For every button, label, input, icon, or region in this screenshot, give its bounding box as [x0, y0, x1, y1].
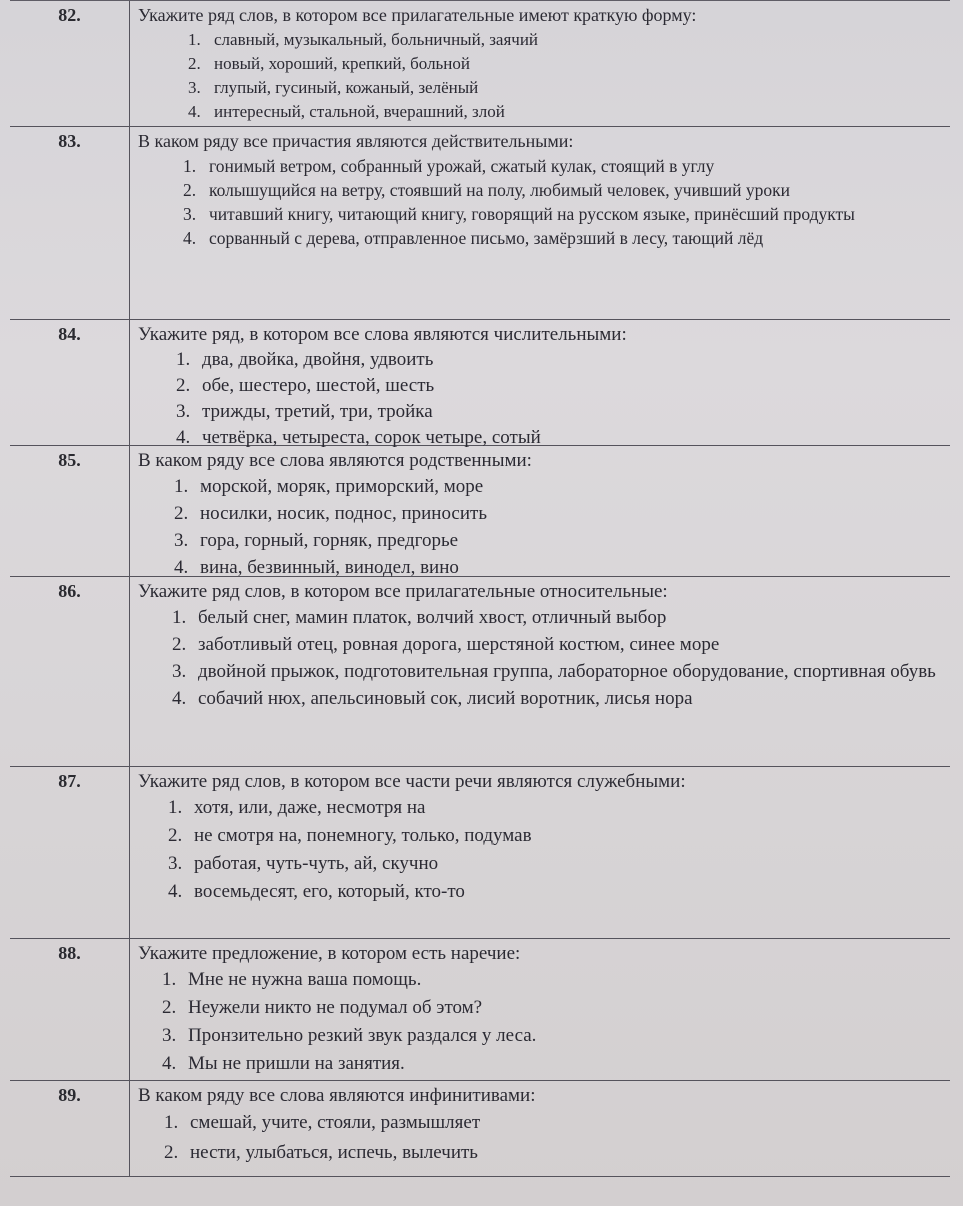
- option-item[interactable]: 1. морской, моряк, приморский, море: [174, 476, 484, 497]
- question-number: 86.: [10, 577, 130, 766]
- option-item[interactable]: 1. хотя, или, даже, несмотря на: [168, 797, 426, 818]
- option-item[interactable]: 4. четвёрка, четыреста, сорок четыре, сотый: [176, 427, 541, 448]
- option-item[interactable]: 2. колышущийся на ветру, стоявший на полу, любимый человек, учивший уроки: [183, 180, 790, 200]
- question-number: 88.: [10, 939, 130, 1080]
- option-item[interactable]: 3. работая, чуть-чуть, ай, скучно: [168, 853, 439, 874]
- question-number: 85.: [10, 446, 130, 576]
- options-list: [138, 1108, 950, 1168]
- option-item[interactable]: 2. новый, хороший, крепкий, больной: [188, 54, 470, 73]
- question-content: [138, 767, 950, 906]
- question-prompt: Укажите ряд, в котором все слова являются числительными:: [138, 324, 627, 345]
- question-prompt: Укажите ряд слов, в котором все прилагательные относительные:: [138, 581, 668, 602]
- question-row-88: [10, 939, 950, 1081]
- option-item[interactable]: 2. обе, шестеро, шестой, шесть: [176, 375, 435, 396]
- option-item[interactable]: 4. интересный, стальной, вчерашний, злой: [188, 102, 505, 121]
- options-list: [138, 154, 950, 250]
- option-item[interactable]: 1. гонимый ветром, собранный урожай, сжатый кулак, стоящий в углу: [183, 156, 715, 176]
- options-list: [138, 604, 950, 712]
- question-row-83: [10, 127, 950, 320]
- option-item[interactable]: 2. не смотря на, понемногу, только, подумав: [168, 825, 532, 846]
- question-row-89: [10, 1081, 950, 1177]
- option-item[interactable]: 3. двойной прыжок, подготовительная группа, лабораторное оборудование, спортивная обувь: [172, 661, 936, 682]
- option-item[interactable]: 4. вина, безвинный, винодел, вино: [174, 557, 459, 578]
- options-list: [138, 473, 950, 581]
- question-row-85: [10, 446, 950, 577]
- question-content: [138, 939, 950, 1078]
- question-prompt: Укажите ряд слов, в котором все прилагательные имеют краткую форму:: [138, 5, 697, 25]
- question-row-86: [10, 577, 950, 767]
- option-item[interactable]: 4. Мы не пришли на занятия.: [162, 1053, 405, 1074]
- question-content: [138, 577, 950, 712]
- question-content: [138, 320, 950, 451]
- option-item[interactable]: 2. носилки, носик, поднос, приносить: [174, 503, 488, 524]
- option-item[interactable]: 2. Неужели никто не подумал об этом?: [162, 997, 483, 1018]
- question-prompt: Укажите ряд слов, в котором все части речи являются служебными:: [138, 771, 686, 792]
- question-content: [138, 446, 950, 581]
- question-prompt: Укажите предложение, в котором есть наречие:: [138, 943, 521, 964]
- question-number: 89.: [10, 1081, 130, 1176]
- options-list: [138, 347, 950, 451]
- option-item[interactable]: 1. славный, музыкальный, больничный, заячий: [188, 30, 539, 49]
- question-content: [138, 127, 950, 250]
- option-item[interactable]: 3. читавший книгу, читающий книгу, говорящий на русском языке, принёсший продукты: [183, 204, 855, 224]
- questions-table: [10, 0, 950, 1177]
- question-content: [138, 1, 950, 124]
- question-row-82: [10, 1, 950, 127]
- option-item[interactable]: 2. заботливый отец, ровная дорога, шерстяной костюм, синее море: [172, 634, 720, 655]
- question-number: 83.: [10, 127, 130, 319]
- question-prompt: В каком ряду все причастия являются действительными:: [138, 131, 574, 151]
- question-content: [138, 1081, 950, 1168]
- option-item[interactable]: 1. смешай, учите, стояли, размышляет: [164, 1112, 481, 1133]
- option-item[interactable]: 1. белый снег, мамин платок, волчий хвост, отличный выбор: [172, 607, 667, 628]
- option-item[interactable]: 4. сорванный с дерева, отправленное письмо, замёрзший в лесу, тающий лёд: [183, 228, 764, 248]
- option-item[interactable]: 4. восемьдесят, его, который, кто-то: [168, 881, 465, 902]
- question-prompt: В каком ряду все слова являются инфинитивами:: [138, 1085, 536, 1106]
- question-row-87: [10, 767, 950, 939]
- question-number: 87.: [10, 767, 130, 938]
- question-row-84: [10, 320, 950, 446]
- options-list: [138, 966, 950, 1078]
- option-item[interactable]: 3. гора, горный, горняк, предгорье: [174, 530, 459, 551]
- options-list: [138, 28, 950, 124]
- question-number: 82.: [10, 1, 130, 126]
- question-number: 84.: [10, 320, 130, 445]
- question-prompt: В каком ряду все слова являются родственными:: [138, 450, 532, 471]
- options-list: [138, 794, 950, 906]
- option-item[interactable]: 3. Пронзительно резкий звук раздался у леса.: [162, 1025, 537, 1046]
- option-item[interactable]: 3. глупый, гусиный, кожаный, зелёный: [188, 78, 479, 97]
- option-item[interactable]: 1. два, двойка, двойня, удвоить: [176, 349, 434, 370]
- option-item[interactable]: 4. собачий нюх, апельсиновый сок, лисий воротник, лисья нора: [172, 688, 693, 709]
- option-item[interactable]: 1. Мне не нужна ваша помощь.: [162, 969, 422, 990]
- option-item[interactable]: 3. трижды, третий, три, тройка: [176, 401, 433, 422]
- option-item[interactable]: 2. нести, улыбаться, испечь, вылечить: [164, 1142, 478, 1163]
